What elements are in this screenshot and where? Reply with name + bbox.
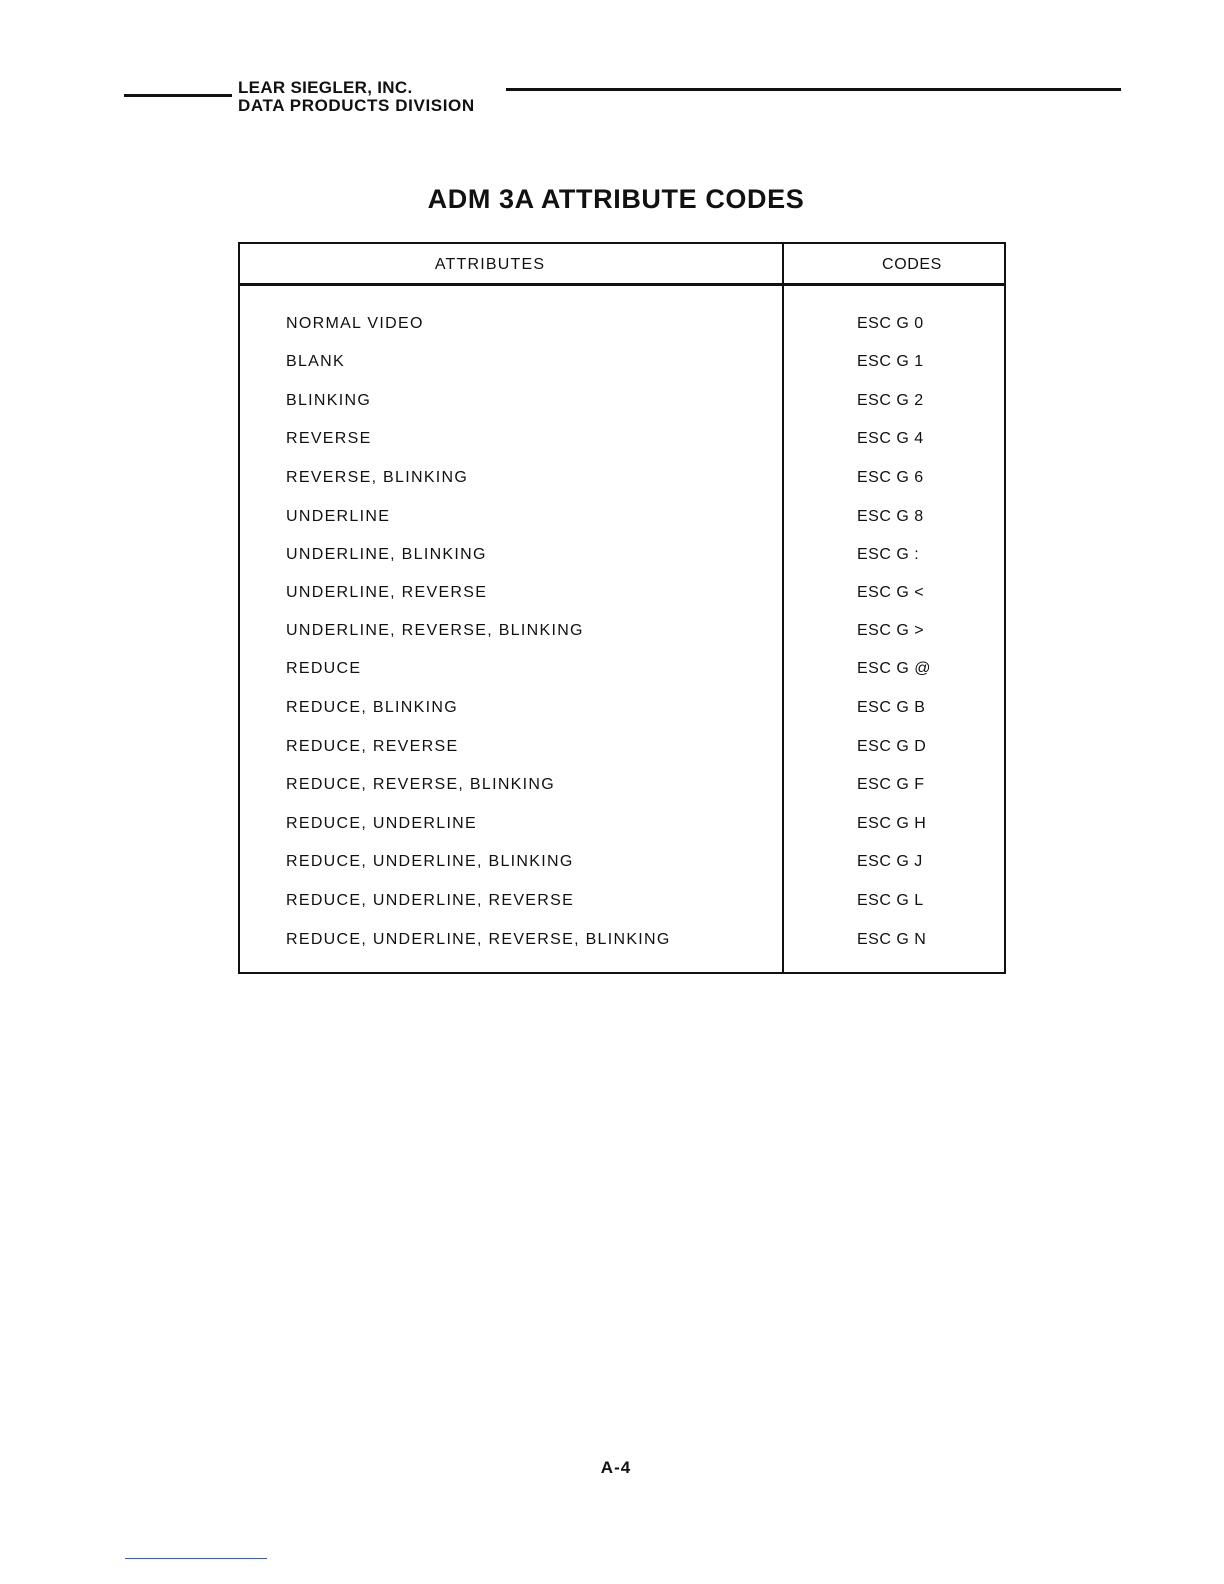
header-rule-right [506,88,1121,91]
code-cell: ESC G 0 [857,315,924,332]
header-row-divider [239,283,1006,286]
table-row [240,737,1006,775]
attribute-cell: REDUCE, UNDERLINE, BLINKING [286,853,574,870]
code-cell: ESC G N [857,931,927,948]
attribute-cell: NORMAL VIDEO [286,315,424,332]
attribute-cell: UNDERLINE [286,508,391,525]
attribute-cell: UNDERLINE, REVERSE, BLINKING [286,622,584,639]
attribute-cell: REDUCE, UNDERLINE, REVERSE, BLINKING [286,931,671,948]
attribute-cell: REDUCE, UNDERLINE [286,815,478,832]
attribute-cell: REVERSE [286,430,372,447]
code-cell: ESC G L [857,892,924,909]
table-row [240,659,1006,697]
footer-rule [125,1558,267,1559]
code-cell: ESC G 8 [857,508,924,525]
code-cell: ESC G H [857,815,927,832]
page-number: A-4 [600,1458,632,1477]
code-cell: ESC G @ [857,660,931,677]
code-cell: ESC G 2 [857,392,924,409]
header-division: DATA PRODUCTS DIVISION [238,96,475,115]
attribute-cell: BLINKING [286,392,372,409]
attribute-cell: REDUCE, REVERSE [286,738,459,755]
table-row [240,391,1006,429]
table-row [240,930,1006,968]
code-cell: ESC G B [857,699,926,716]
table-row [240,583,1006,621]
table-row [240,775,1006,813]
page-title: ADM 3A ATTRIBUTE CODES [427,184,805,214]
table-row [240,507,1006,545]
table-row [240,698,1006,736]
header-rule-left [124,94,232,97]
code-cell: ESC G J [857,853,923,870]
column-header-attributes: ATTRIBUTES [434,256,546,273]
code-cell: ESC G F [857,776,925,793]
table-row [240,314,1006,352]
attribute-cell: REVERSE, BLINKING [286,469,469,486]
table-row [240,545,1006,583]
attribute-cell: UNDERLINE, REVERSE [286,584,488,601]
code-cell: ESC G : [857,546,920,563]
code-cell: ESC G < [857,584,925,601]
table-row [240,814,1006,852]
header-company: LEAR SIEGLER, INC. [238,78,413,97]
attribute-cell: REDUCE, BLINKING [286,699,458,716]
attribute-cell: REDUCE, REVERSE, BLINKING [286,776,555,793]
code-cell: ESC G D [857,738,927,755]
table-row [240,621,1006,659]
code-cell: ESC G 4 [857,430,924,447]
table-row [240,468,1006,506]
table-row [240,891,1006,929]
code-cell: ESC G 6 [857,469,924,486]
table-row [240,352,1006,390]
attribute-cell: BLANK [286,353,345,370]
table-row [240,429,1006,467]
code-cell: ESC G 1 [857,353,924,370]
attribute-cell: REDUCE [286,660,362,677]
attribute-cell: REDUCE, UNDERLINE, REVERSE [286,892,575,909]
code-cell: ESC G > [857,622,925,639]
table-row [240,852,1006,890]
column-header-codes: CODES [882,256,942,273]
attribute-cell: UNDERLINE, BLINKING [286,546,487,563]
